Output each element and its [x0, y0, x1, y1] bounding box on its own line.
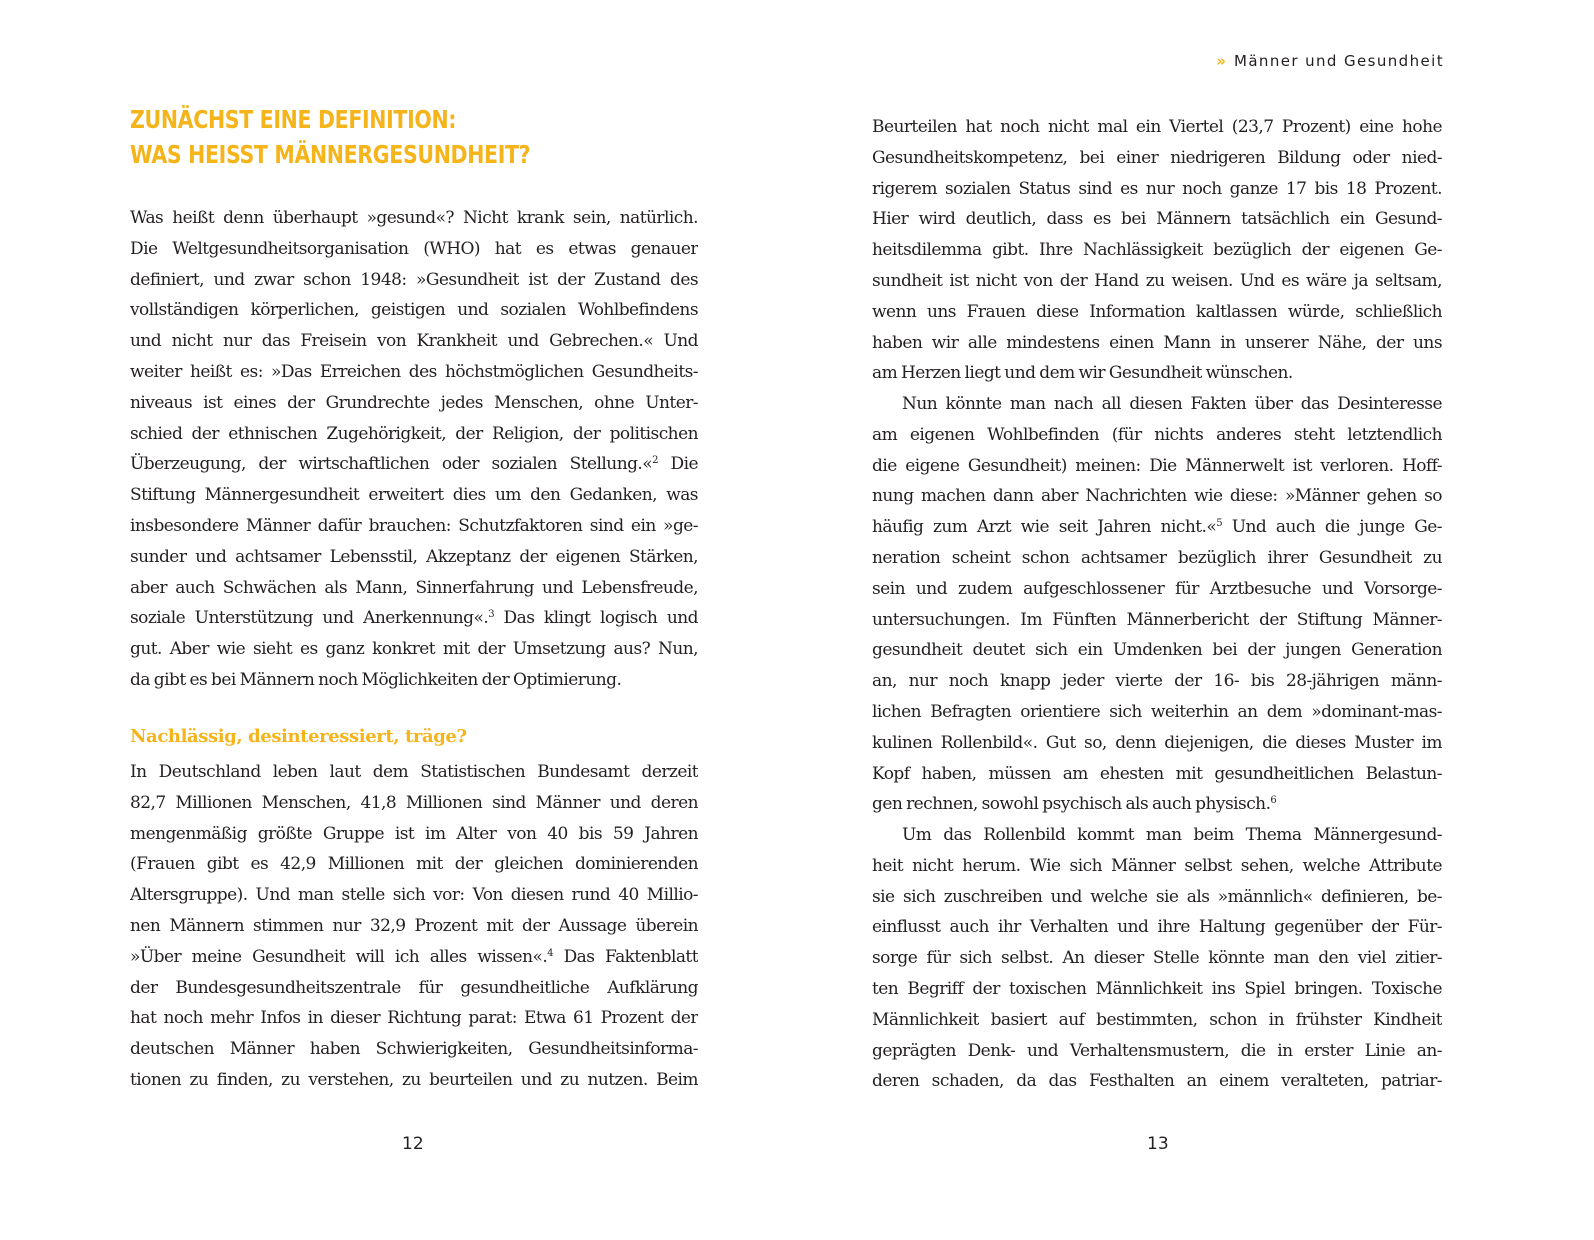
- footnote-ref-3[interactable]: 3: [488, 609, 495, 621]
- text-line: sunder und achtsamer Lebensstil, Akzeptanz der eigenen Stärken,: [130, 546, 698, 567]
- text-line: [872, 789, 1442, 820]
- text-line: haben wir alle mindestens einen Mann in unserer Nähe, der uns: [872, 332, 1442, 353]
- footnote-ref-5[interactable]: 5: [1216, 518, 1223, 530]
- text-line: hat noch mehr Infos in dieser Richtung parat: Etwa 61 Prozent der: [130, 1008, 698, 1029]
- footnote-ref-6[interactable]: 6: [1270, 795, 1277, 807]
- left-paragraph-1: [130, 203, 698, 696]
- right-page: [797, 0, 1594, 1240]
- text-line: weiter heißt es: »Das Erreichen des höchstmöglichen Gesundheits-: [130, 361, 698, 382]
- text-line: insbesondere Männer dafür brauchen: Schutzfaktoren sind ein »ge-: [130, 515, 698, 536]
- text-line: definiert, und zwar schon 1948: »Gesundheit ist der Zustand des: [130, 269, 698, 290]
- text-line: sie sich zuschreiben und welche sie als »männlich« definieren, be-: [872, 886, 1442, 907]
- text-line: sundheit ist nicht von der Hand zu weisen. Und es wäre ja seltsam,: [872, 270, 1442, 291]
- text-line: Stiftung Männergesundheit erweitert dies um den Gedanken, was: [130, 485, 698, 506]
- text-line: 82,7 Millionen Menschen, 41,8 Millionen sind Männer und deren: [130, 792, 698, 813]
- footnote-ref-2[interactable]: 2: [652, 455, 658, 467]
- text-line: wenn uns Frauen diese Information kaltlassen würde, schließlich: [872, 301, 1442, 322]
- text-line: am eigenen Wohlbefinden (für nichts anderes steht letztendlich: [872, 424, 1442, 445]
- text-line: heitsdilemma gibt. Ihre Nachlässigkeit bezüglich der eigenen Ge-: [872, 240, 1442, 261]
- text-line: einflusst auch ihr Verhalten und ihre Haltung gegenüber der Für-: [872, 917, 1442, 938]
- text-line: an, nur noch knapp jeder vierte der 16- bis 28-jährigen männ-: [872, 671, 1442, 692]
- text-line: deren schaden, da das Festhalten an einem veralteten, patriar-: [872, 1071, 1442, 1092]
- text-line: schied der ethnischen Zugehörigkeit, der Religion, der politischen: [130, 423, 698, 444]
- right-paragraph-2: [872, 389, 1442, 820]
- text-line: ten Begriff der toxischen Männlichkeit ins Spiel bringen. Toxische: [872, 978, 1442, 999]
- text-line: Beurteilen hat noch nicht mal ein Viertel (23,7 Prozent) eine hohe: [872, 117, 1442, 137]
- text-line: tionen zu finden, zu verstehen, zu beurteilen und zu nutzen. Beim: [130, 1069, 698, 1090]
- text-line: Männlichkeit basiert auf bestimmten, schon in frühster Kindheit: [872, 1009, 1442, 1030]
- left-paragraph-2: [130, 757, 698, 1096]
- text-line: (Frauen gibt es 42,9 Millionen mit der gleichen dominierenden: [130, 854, 698, 875]
- text-line: [872, 512, 1442, 543]
- text-line: Um das Rollenbild kommt man beim Thema Männergesund-: [902, 825, 1442, 845]
- text-fragment: häufig zum Arzt wie seit Jahren nicht.«: [872, 517, 1217, 538]
- text-line: kulinen Rollenbild«. Gut so, denn diejenigen, die dieses Muster im: [872, 732, 1442, 753]
- chapter-title-line-2: WAS HEISST MÄNNERGESUNDHEIT?: [130, 140, 531, 169]
- text-line: mengenmäßig größte Gruppe ist im Alter von 40 bis 59 Jahren: [130, 823, 698, 844]
- text-fragment: Das klingt logisch und: [494, 608, 698, 629]
- text-line: In Deutschland leben laut dem Statistischen Bundesamt derzeit: [130, 762, 698, 782]
- running-header: [1216, 52, 1444, 70]
- text-line: der Bundesgesundheitszentrale für gesundheitliche Aufklärung: [130, 977, 698, 998]
- text-line: nung machen dann aber Nachrichten wie diese: »Männer gehen so: [872, 486, 1442, 507]
- text-line: Gesundheitskompetenz, bei einer niedrigeren Bildung oder nied-: [872, 147, 1442, 168]
- text-fragment: Und auch die junge Ge-: [1222, 517, 1442, 538]
- text-line: und nicht nur das Freisein von Krankheit und Gebrechen.« Und: [130, 331, 698, 352]
- text-fragment: Überzeugung, der wirtschaftlichen oder sozialen Stellung.«: [130, 454, 653, 475]
- section-subheading: Nachlässig, desinteressiert, träge?: [130, 726, 467, 747]
- text-fragment: Die: [657, 454, 698, 475]
- text-line: da gibt es bei Männern noch Möglichkeiten der Optimierung.: [130, 669, 622, 690]
- text-line: [130, 603, 698, 634]
- text-fragment: »Über meine Gesundheit will ich alles wissen«.: [130, 946, 548, 967]
- page-number: 13: [1147, 1134, 1169, 1154]
- text-line: [130, 942, 698, 973]
- running-header-title: Männer und Gesundheit: [1233, 52, 1444, 70]
- text-line: niveaus ist eines der Grundrechte jedes Menschen, ohne Unter-: [130, 392, 698, 413]
- text-fragment: soziale Unterstützung und Anerkennung«.: [130, 608, 489, 629]
- text-line: Was heißt denn überhaupt »gesund«? Nicht krank sein, natürlich.: [130, 208, 698, 228]
- text-line: untersuchungen. Im Fünften Männerbericht der Stiftung Männer-: [872, 609, 1442, 630]
- text-line: heit nicht herum. Wie sich Männer selbst sehen, welche Attribute: [872, 855, 1442, 876]
- text-line: lichen Befragten orientiere sich weiterhin an dem »dominant-mas-: [872, 701, 1442, 722]
- text-line: Die Weltgesundheitsorganisation (WHO) hat es etwas genauer: [130, 238, 698, 259]
- text-fragment: Das Faktenblatt: [552, 946, 698, 967]
- text-line: [130, 449, 698, 480]
- text-line: Altersgruppe). Und man stelle sich vor: Von diesen rund 40 Millio-: [130, 885, 698, 906]
- text-line: sorge für sich selbst. An dieser Stelle könnte man den viel zitier-: [872, 948, 1442, 969]
- text-line: rigerem sozialen Status sind es nur noch ganze 17 bis 18 Prozent.: [872, 178, 1442, 199]
- text-line: die eigene Gesundheit) meinen: Die Männerwelt ist verloren. Hoff-: [872, 455, 1442, 476]
- text-line: sein und zudem aufgeschlossener für Arztbesuche und Vorsorge-: [872, 578, 1442, 599]
- right-paragraph-1: [872, 112, 1442, 389]
- text-line: gut. Aber wie sieht es ganz konkret mit der Umsetzung aus? Nun,: [130, 639, 698, 660]
- text-line: geprägten Denk- und Verhaltensmustern, die in erster Linie an-: [872, 1040, 1442, 1061]
- right-paragraph-3: [872, 820, 1442, 1097]
- text-line: aber auch Schwächen als Mann, Sinnerfahrung und Lebensfreude,: [130, 577, 698, 598]
- text-line: Kopf haben, müssen am ehesten mit gesundheitlichen Belastun-: [872, 763, 1442, 784]
- text-line: gesundheit deutet sich ein Umdenken bei der jungen Generation: [872, 640, 1442, 661]
- page-number: 12: [402, 1134, 424, 1154]
- text-fragment: gen rechnen, sowohl psychisch als auch physisch.: [872, 794, 1271, 815]
- text-line: Hier wird deutlich, dass es bei Männern tatsächlich ein Gesund-: [872, 209, 1442, 230]
- chevron-icon: »: [1216, 52, 1226, 70]
- text-line: neration scheint schon achtsamer bezüglich ihrer Gesundheit zu: [872, 547, 1442, 568]
- text-line: nen Männern stimmen nur 32,9 Prozent mit der Aussage überein: [130, 915, 698, 936]
- footnote-ref-4[interactable]: 4: [547, 947, 553, 959]
- chapter-title-line-1: ZUNÄCHST EINE DEFINITION:: [130, 105, 457, 134]
- text-line: Nun könnte man nach all diesen Fakten über das Desinteresse: [902, 394, 1442, 414]
- text-line: vollständigen körperlichen, geistigen und sozialen Wohlbefindens: [130, 300, 698, 321]
- chapter-title: [130, 102, 530, 172]
- text-line: deutschen Männer haben Schwierigkeiten, Gesundheitsinforma-: [130, 1039, 698, 1060]
- text-line: am Herzen liegt und dem wir Gesundheit wünschen.: [872, 363, 1293, 384]
